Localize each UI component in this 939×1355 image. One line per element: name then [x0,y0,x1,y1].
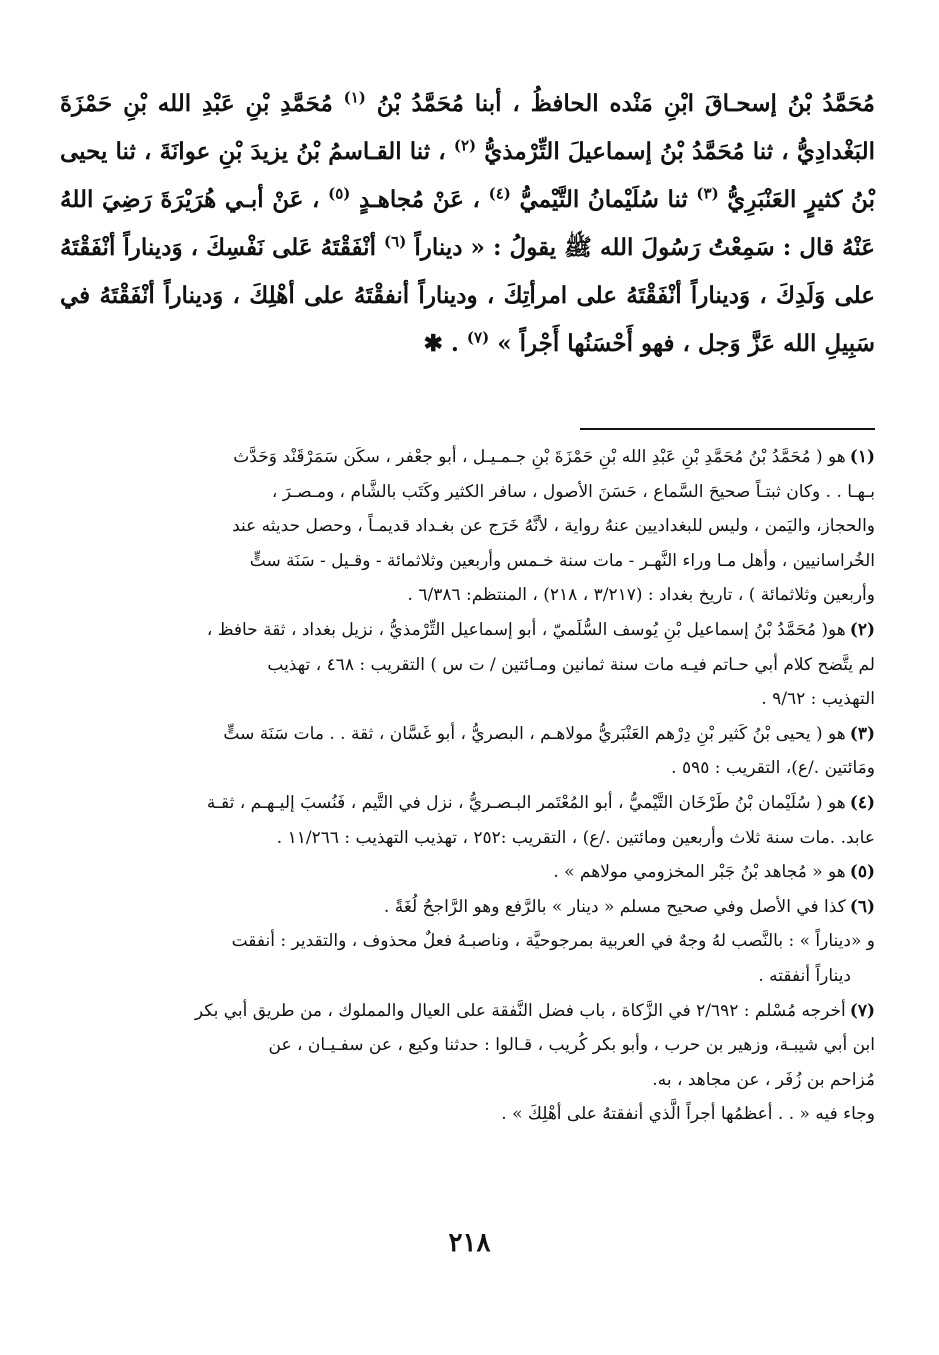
main-text-part: مُحَمَّدُ بْنُ إسحـاقَ ابْنِ مَنْده الحافظُ ، أبنا مُحَمَّدُ بْنُ [376,90,875,117]
footnote-line: لم يتَّضح كلام أبي حـاتم فيـه مات سنة ثمانين ومـائتين / ت س ) التقريب : ٤٦٨ ، تهذيب [267,654,875,675]
footnote-ref: (٧) [466,328,490,347]
footnote [60,890,875,925]
footnote-number: (٥) [849,862,875,883]
footnote-line: هو « مُجاهد بْنُ جَبْر المخزومي مولاهم » . [553,862,846,883]
footnote-line: ديناراً أنفقته . [758,965,851,986]
footnote-ref: (٥) [328,184,351,203]
footnote-line: وأربعين وثلاثمائة ) ، تاريخ بغداد : (٣/٢١٧ ، ٢١٨) ، المنتظم: ٦/٣٨٦ . [407,585,875,606]
footnote-number: (٧) [849,1000,875,1021]
page-content [60,80,876,1125]
footnote-line: هو( مُحَمَّدُ بْنُ إسماعيل بْنِ يُوسف السُّلَميّ ، أبو إسماعيل التِّرْمذيُّ ، نزيل بغداد ، ثقة حافظ ، [206,619,846,640]
footnote-separator [580,428,875,430]
page-number: ٢١٨ [448,1228,491,1258]
footnote [60,440,875,475]
footnote-line: كذا في الأصل وفي صحيح مسلم « دينار » بالرَّفع وهو الرَّاجحُ لُغَةً . [383,896,846,917]
main-text-part: ، ثنا القـاسمُ بْنُ يزيدَ بْنِ عوانَةَ ، ثنا يحيى بْنُ كثيرٍ العَنْبَرِيُّ [60,138,875,213]
footnote-line: مُزاحم بن زُفَر ، عن مجاهد ، به. [652,1069,875,1090]
footnote-line: بـهـا . . وكان ثبتـاً صحيحَ السَّماع ، حَسَنَ الأصول ، سافر الكثير وكَتَب بالشَّام ، ومـصـرَ ، [271,481,875,502]
main-text-part: أنْفَقْتَهُ عَلى نَفْسِكَ ، وَديناراً أنْفَقْتَهُ على وَلَدِكَ ، وَديناراً أنْفَقْتَهُ على امرأتِكَ ، وديناراً أنفقْتَهُ على أهْلِكَ ، وَديناراً أنْفَقْتَهُ في سَبِيلِ الله عَزَّ وَجل ، فهو أَحْسَنُها أَجْراً » [60,234,875,357]
footnote-line: والحجاز، واليَمن ، وليس للبغداديين عنهُ رواية ، لأنَّهُ خَرَج عن بغـداد قديمـاً ، وحصل حديثه عند [232,516,875,537]
main-text-part: ، عَنْ أبـي هُرَيْرَةَ رَضِيَ اللهُ عَنْهُ قال : سَمِعْتُ رَسُولَ الله ﷺ يقولُ : « ديناراً [60,186,876,261]
footnote-line: التهذيب : ٩/٦٢ . [761,689,875,710]
footnote-number: (٤) [849,792,875,813]
footnote-ref: (٦) [384,232,407,251]
footnote-line: ابن أبي شيبـة، وزهير بن حرب ، وأبو بكر كُريب ، قـالوا : حدثنا وكيع ، عن سفـيـان ، عن [268,1035,875,1056]
footnote [60,786,875,821]
footnote-line: و «ديناراً » : بالنَّصب لهُ وجهٌ في العربية بمرجوحيَّة ، وناصبـهُ فعلٌ محذوف ، والتقدير : أنفقت [231,931,875,952]
footnote-line: أخرجه مُسْلم : ٢/٦٩٢ في الزَّكاة ، باب فضل النَّفقة على العيال والمملوك ، من طريق أبي بكر [194,1000,846,1021]
footnote-line: وجاء فيه « . . أعظمُها أجراً الَّذي أنفقتهُ على أهْلِكَ » . [501,1104,875,1125]
footnote [60,855,875,890]
footnote-ref: (٢) [453,136,477,155]
main-text-part: ، عَنْ مُجاهـدٍ [358,186,480,213]
footnote-line: هو ( سُلَيْمان بْنُ طَرْخَان التَّيْميُّ ، أبو المُعْتَمر البـصـريُّ ، نزل في التَّيم ، فَنُسبَ إليـهـم ، ثقـة [206,792,846,813]
footnote-ref: (٤) [488,184,511,203]
footnote-line: ومَائتين ./ع)، التقريب : ٥٩٥ . [671,758,875,779]
footnote [60,994,875,1029]
footnote-number: (٢) [849,619,875,640]
footnote [60,613,875,648]
footnote-number: (١) [849,447,875,467]
main-text-part: ثنا سُلَيْمانُ التَّيْميُّ [519,186,688,213]
footnote-ref: (٣) [696,184,719,203]
footnote-line: الخُراسانيين ، وأهل مـا وراء النَّهـر - مات سنة خـمس وأربعين وثلاثمائة - وقـيل - سَنَة ستٍّ [249,550,875,571]
end-mark: . ✱ [423,330,459,357]
footnotes [60,440,875,1132]
footnote-line: عابد. .مات سنة ثلاث وأربعين ومائتين ./ع) ، التقريب :٢٥٢ ، تهذيب التهذيب : ١١/٢٦٦ . [276,827,875,848]
footnote-number: (٣) [849,723,875,744]
footnote-ref: (١) [343,88,366,107]
footnote-number: (٦) [849,896,875,917]
footnote-line: هو ( يحيى بْنُ كَثير بْنِ دِرْهم العَنْبَريُّ مولاهـم ، البصريُّ ، أبو غَسَّان ، ثقة . . مات سَنَة ستٍّ [223,723,846,744]
footnote [60,717,875,752]
main-text-part: مُحَمَّدِ بْنِ عَبْدِ الله بْنِ حَمْزَةَ البَغْدادِيُّ ، ثنا مُحَمَّدُ بْنُ إسماعيلَ التِّرْمذيُّ [60,90,875,165]
main-text [60,80,875,368]
footnote-line: هو ( مُحَمَّدُ بْنُ مُحَمَّدِ بْنِ عَبْدِ الله بْنِ حَمْزَةَ بْنِ جـمـيـل ، أبو جعْفر ، سكَن سَمَرْقَنْد وَحَدَّث [233,447,846,467]
